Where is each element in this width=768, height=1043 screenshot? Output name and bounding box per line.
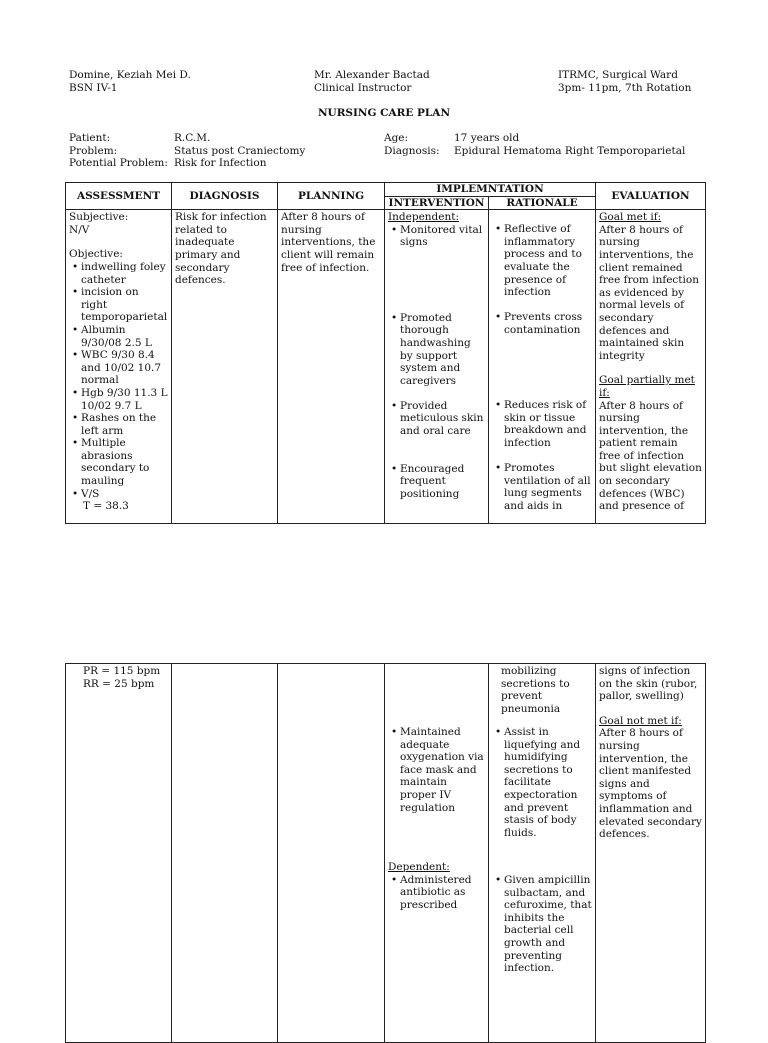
col-planning: PLANNING (278, 183, 385, 210)
page-title: NURSING CARE PLAN (317, 107, 451, 119)
student-name: Domine, Keziah Mei D. (69, 69, 191, 81)
list-item: • V/S (81, 488, 168, 501)
col-implementation: IMPLEMNTATION (385, 183, 596, 197)
diagnosis-label: Diagnosis: (384, 145, 440, 157)
site: ITRMC, Surgical Ward (558, 69, 678, 81)
student-level: BSN IV-1 (69, 82, 118, 94)
rationale-cell (489, 210, 596, 524)
col-evaluation: EVALUATION (596, 183, 706, 210)
objective-list (69, 261, 168, 500)
problem-label: Problem: (69, 145, 118, 157)
potential-problem-value: Risk for Infection (174, 157, 267, 169)
list-item: • WBC 9/30 8.4 and 10/02 10.7 normal (81, 349, 168, 387)
list-item: • Encouraged frequent positioning (400, 463, 485, 501)
age-label: Age: (384, 132, 409, 144)
pulse-rate: PR = 115 bpm (83, 665, 161, 677)
intervention-cell (385, 210, 489, 524)
list-item: • Hgb 9/30 11.3 L 10/02 9.7 L (81, 387, 168, 412)
intervention-cell-cont (385, 664, 489, 1043)
diagnosis-cell: Risk for infection related to inadequate primary and secondary defences. (172, 210, 278, 524)
planning-cell-cont (278, 664, 385, 1043)
list-item: • Provided meticulous skin and oral care (400, 400, 485, 463)
subjective-value: N/V (69, 223, 90, 236)
list-item: • indwelling foley catheter (81, 261, 168, 286)
diagnosis-value: Epidural Hematoma Right Temporoparietal (454, 145, 686, 157)
rationale-continuation: mobilizing secretions to prevent pneumonia (501, 665, 570, 715)
temperature: T = 38.3 (83, 500, 129, 513)
goal-not-met-text: After 8 hours of nursing intervention, the client manifested signs and symptoms of inflammation and elevated secondary defences. (599, 727, 702, 841)
instructor-name: Mr. Alexander Bactad (314, 69, 430, 81)
potential-problem-label: Potential Problem: (69, 157, 168, 169)
list-item: • incision on right temporoparietal (81, 286, 168, 324)
shift: 3pm- 11pm, 7th Rotation (558, 82, 692, 94)
patient-label: Patient: (69, 132, 111, 144)
evaluation-continuation: signs of infection on the skin (rubor, pallor, swelling) (599, 665, 698, 703)
col-rationale: RATIONALE (489, 196, 596, 210)
col-intervention: INTERVENTION (385, 196, 489, 210)
care-plan-table-page2 (65, 663, 706, 1043)
patient-value: R.C.M. (174, 132, 211, 144)
planning-cell: After 8 hours of nursing interventions, the client will remain free of infection. (278, 210, 385, 524)
goal-met-label: Goal met if: (599, 211, 662, 224)
list-item: • Reflective of inflammatory process and to evaluate the presence of infection (504, 223, 592, 311)
independent-label: Independent: (388, 211, 459, 224)
goal-met-text: After 8 hours of nursing interventions, the client remained free from infection as evidenced by normal levels of secondary defences and maintained skin integrity (599, 223, 699, 362)
goal-not-met-label: Goal not met if: (599, 714, 682, 727)
list-item: • Prevents cross contamination (504, 311, 592, 399)
col-diagnosis: DIAGNOSIS (172, 183, 278, 210)
list-item: • Promotes ventilation of all lung segments and aids in (504, 462, 592, 512)
rationale-cell-cont (489, 664, 596, 1043)
goal-partial-label: Goal partially met if: (599, 374, 695, 399)
objective-label: Objective: (69, 248, 123, 261)
evaluation-cell-cont (596, 664, 706, 1043)
assessment-cell (66, 210, 172, 524)
respiratory-rate: RR = 25 bpm (83, 677, 155, 690)
dependent-label: Dependent: (388, 861, 450, 873)
list-item: • Given ampicillin sulbactam, and cefuroxime, that inhibits the bacterial cell growth and preventing infection. (504, 874, 592, 975)
diagnosis-cell-cont (172, 664, 278, 1043)
subjective-label: Subjective: (69, 211, 129, 224)
list-item: • Albumin 9/30/08 2.5 L (81, 324, 168, 349)
col-assessment: ASSESSMENT (66, 183, 172, 210)
list-item: • Reduces risk of skin or tissue breakdown and infection (504, 399, 592, 462)
list-item: • Assist in liquefying and humidifying secretions to facilitate expectoration and prevent stasis of body fluids. (504, 726, 592, 874)
care-plan-table-page1 (65, 182, 706, 524)
list-item: • Maintained adequate oxygenation via face mask and maintain proper IV regulation (400, 726, 485, 861)
evaluation-cell (596, 210, 706, 524)
list-item: • Administered antibiotic as prescribed (400, 874, 485, 912)
list-item: • Multiple abrasions secondary to mauling (81, 437, 168, 487)
problem-value: Status post Craniectomy (174, 145, 306, 157)
list-item: • Promoted thorough handwashing by support system and caregivers (400, 312, 485, 400)
goal-partial-text: After 8 hours of nursing intervention, the patient remain free of infection but slight elevation on secondary defences (WBC) and presence of (599, 399, 702, 513)
age-value: 17 years old (454, 132, 520, 144)
instructor-role: Clinical Instructor (314, 82, 412, 94)
list-item: • Monitored vital signs (400, 224, 485, 312)
assessment-cell-cont (66, 664, 172, 1043)
list-item: • Rashes on the left arm (81, 412, 168, 437)
